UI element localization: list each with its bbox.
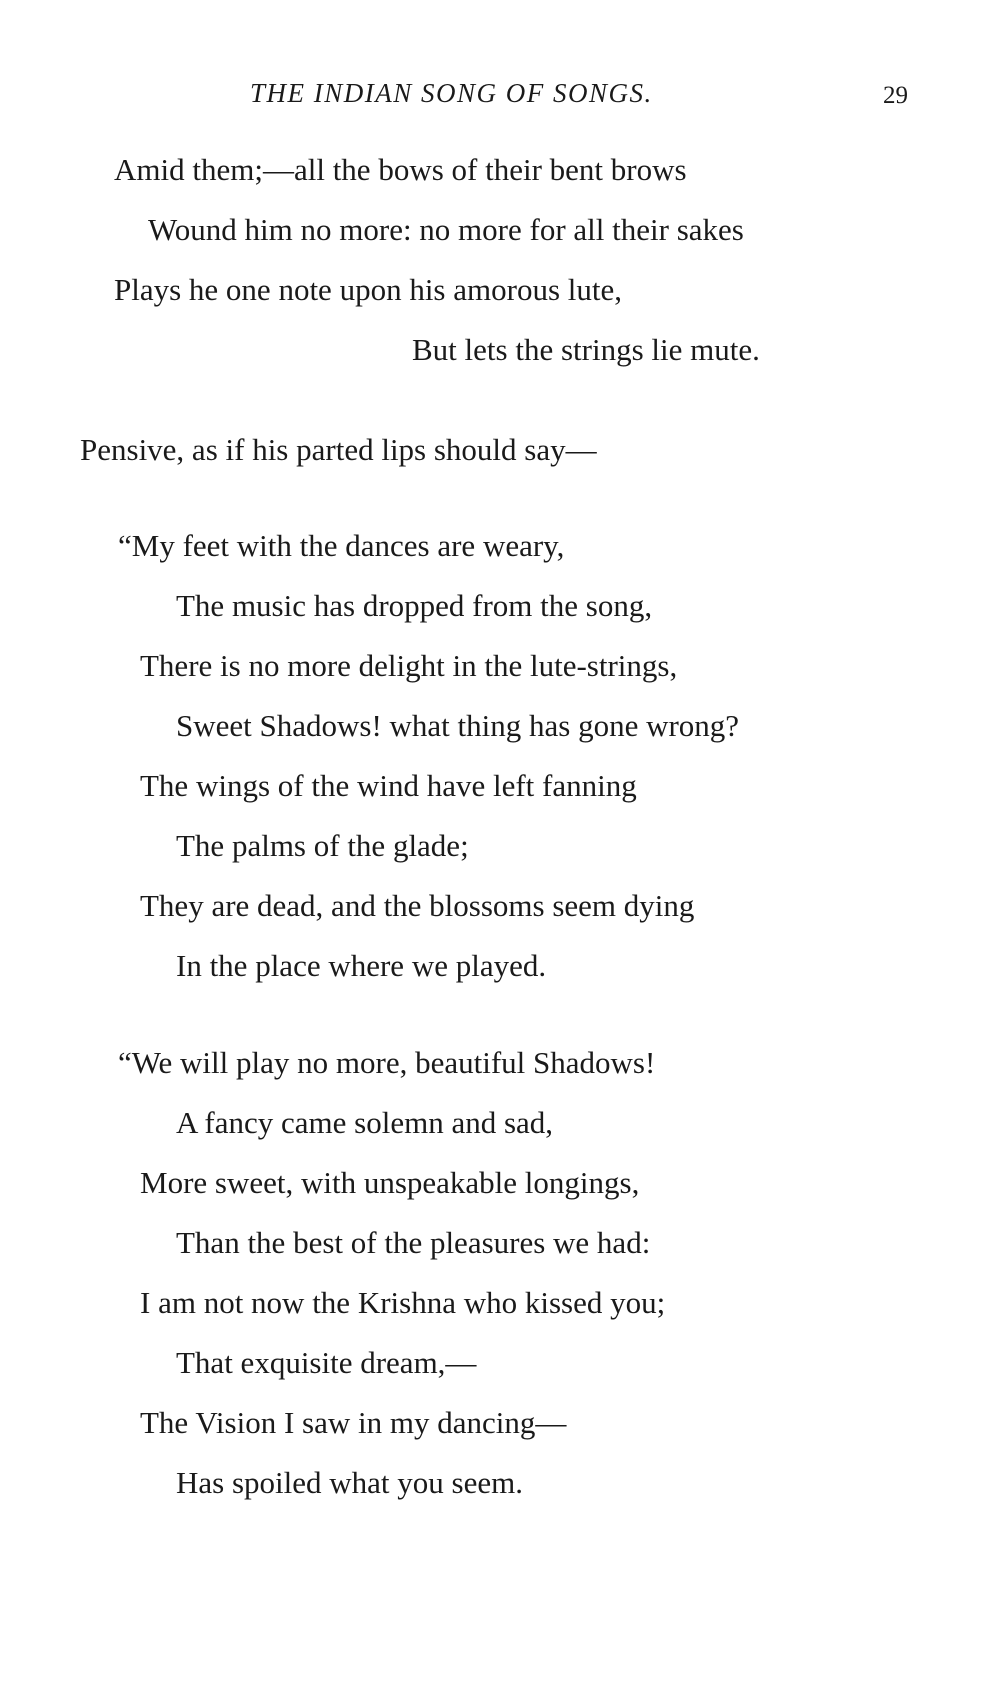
poem-line: That exquisite dream,— — [176, 1345, 477, 1380]
poem-line: The music has dropped from the song, — [176, 588, 653, 623]
poem-line: They are dead, and the blossoms seem dying — [140, 888, 695, 923]
poem-line: The Vision I saw in my dancing— — [140, 1405, 567, 1440]
poem-line: Sweet Shadows! what thing has gone wrong? — [176, 708, 740, 743]
poem-line: Plays he one note upon his amorous lute, — [114, 272, 622, 307]
poem-line: Pensive, as if his parted lips should say— — [80, 432, 597, 467]
poem-line: In the place where we played. — [176, 948, 547, 983]
poem-line: Amid them;—all the bows of their bent brows — [114, 152, 687, 187]
poem-line: More sweet, with unspeakable longings, — [140, 1165, 640, 1200]
poem-line: “My feet with the dances are weary, — [118, 528, 565, 563]
page-header — [0, 78, 1000, 118]
page-number: 29 — [883, 82, 908, 109]
poem-line: But lets the strings lie mute. — [412, 332, 760, 367]
poem-line: Wound him no more: no more for all their sakes — [148, 212, 744, 247]
poem-line: A fancy came solemn and sad, — [176, 1105, 554, 1140]
poem-line: “We will play no more, beautiful Shadows! — [118, 1045, 656, 1080]
poem-line: The palms of the glade; — [176, 828, 469, 863]
poem-line: Has spoiled what you seem. — [176, 1465, 523, 1500]
poem-line: Than the best of the pleasures we had: — [176, 1225, 651, 1260]
poem-line: There is no more delight in the lute-strings, — [140, 648, 678, 683]
running-title: THE INDIAN SONG OF SONGS. — [250, 78, 653, 108]
poem-line: The wings of the wind have left fanning — [140, 768, 637, 803]
poem-line: I am not now the Krishna who kissed you; — [140, 1285, 666, 1320]
